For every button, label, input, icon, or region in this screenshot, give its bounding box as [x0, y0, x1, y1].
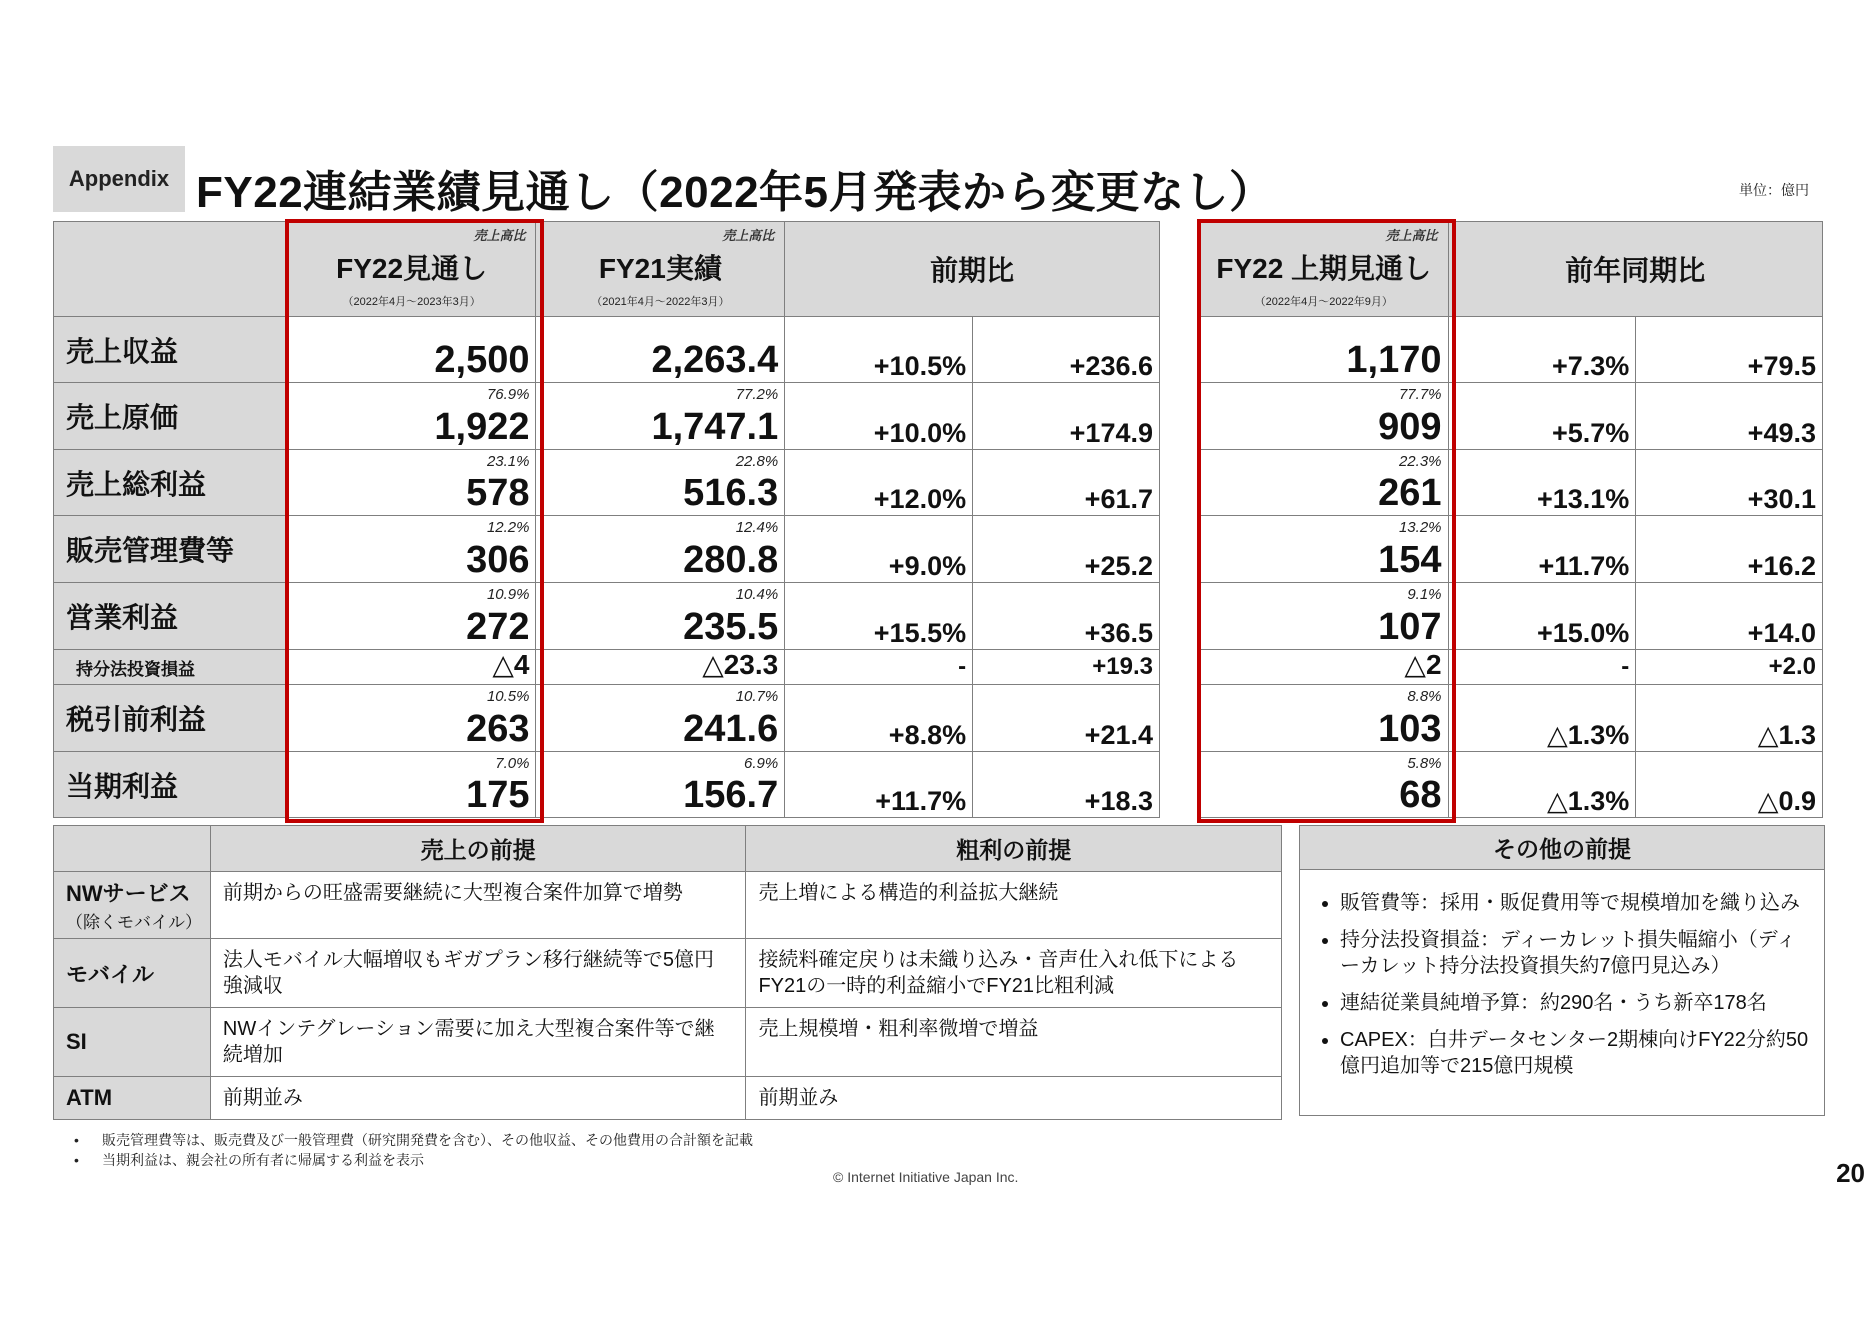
value-cell [536, 752, 785, 818]
sales-ratio: 10.9% [486, 586, 530, 603]
col-name: FY21実績 [598, 253, 722, 284]
sales-ratio: 7.0% [495, 755, 530, 772]
value-cell [536, 383, 785, 450]
assumption-row [54, 939, 1282, 1008]
segment-label [54, 1077, 211, 1120]
sales-ratio: 6.9% [744, 755, 779, 772]
sales-ratio: 9.1% [1407, 586, 1442, 603]
sales-assumption: NWインテグレーション需要に加え大型複合案件等で継続増加 [210, 1008, 746, 1077]
value: 2,263.4 [651, 339, 779, 381]
table-row [54, 317, 1160, 383]
segment-name: SI [66, 1029, 87, 1054]
other-assumptions-panel [1299, 825, 1825, 1116]
header-gross-assumption: 粗利の前提 [746, 826, 1282, 872]
gross-assumption: 売上増による構造的利益拡大継続 [746, 872, 1282, 939]
segment-name: NWサービス [66, 881, 191, 906]
segment-sub: （除くモバイル） [66, 913, 202, 932]
col-header-h1-yoy [1448, 222, 1822, 317]
yoy-amount: +236.6 [973, 317, 1160, 383]
segment-name: ATM [66, 1085, 113, 1110]
h1-yoy-amount: △1.3 [1636, 685, 1823, 752]
value-cell [536, 450, 785, 516]
unit-label: 単位：億円 [1739, 182, 1809, 198]
sales-ratio: 77.7% [1398, 386, 1442, 403]
h1-yoy-percent: △1.3% [1448, 752, 1636, 818]
col-period: （2022年4月～2022年9月） [1254, 296, 1393, 308]
list-item: • 連結従業員純増予算：約290名・うち新卒178名 [1340, 990, 1810, 1016]
row-label: 売上収益 [54, 317, 288, 383]
ratio-label: 売上高比 [1385, 228, 1438, 243]
col-period: （2022年4月～2023年3月） [342, 296, 481, 308]
value: 103 [1378, 708, 1442, 750]
value-cell [536, 650, 785, 685]
footnote: • 販売管理費等は、販売費及び一般管理費（研究開発費を含む）、その他収益、その他費用の合計額を記載 [74, 1130, 753, 1150]
h1-yoy-percent: +13.1% [1448, 450, 1636, 516]
value: △23.3 [702, 649, 779, 680]
col-name: FY22見通し [336, 253, 488, 284]
value: 107 [1378, 606, 1442, 648]
value: 306 [466, 539, 530, 581]
col-name: 前期比 [930, 255, 1015, 286]
value-cell [536, 317, 785, 383]
sales-ratio: 76.9% [486, 386, 530, 403]
sales-ratio: 12.4% [735, 519, 779, 536]
row-label: 販売管理費等 [54, 516, 288, 583]
yoy-percent: +8.8% [785, 685, 973, 752]
h1-yoy-amount: +14.0 [1636, 583, 1823, 650]
list-item: • 販管費等：採用・販促費用等で規模増加を織り込み [1340, 890, 1810, 916]
value: 272 [466, 606, 530, 648]
value-cell [536, 516, 785, 583]
value: 909 [1378, 406, 1442, 448]
h1-yoy-percent: +7.3% [1448, 317, 1636, 383]
row-label: 売上原価 [54, 383, 288, 450]
sales-ratio: 22.3% [1398, 453, 1442, 470]
yoy-percent: +11.7% [785, 752, 973, 818]
table-row [54, 516, 1160, 583]
h1-yoy-percent: - [1448, 650, 1636, 685]
header-corner [54, 222, 288, 317]
value-cell [536, 685, 785, 752]
value: 175 [466, 774, 530, 816]
row-label: 営業利益 [54, 583, 288, 650]
yoy-amount: +21.4 [973, 685, 1160, 752]
yoy-percent: +10.5% [785, 317, 973, 383]
value: △2 [1404, 649, 1442, 680]
sales-ratio: 13.2% [1398, 519, 1442, 536]
value-cell [536, 583, 785, 650]
other-assumptions-header: その他の前提 [1300, 826, 1824, 870]
value: 1,747.1 [651, 406, 779, 448]
col-name: 前年同期比 [1565, 255, 1706, 286]
yoy-percent: +9.0% [785, 516, 973, 583]
assumption-row [54, 1008, 1282, 1077]
sales-ratio: 5.8% [1407, 755, 1442, 772]
h1-yoy-amount: +49.3 [1636, 383, 1823, 450]
value: 578 [466, 472, 530, 514]
h1-yoy-percent: +5.7% [1448, 383, 1636, 450]
sales-ratio: 77.2% [735, 386, 779, 403]
row-label: 税引前利益 [54, 685, 288, 752]
yoy-percent: +12.0% [785, 450, 973, 516]
value: △4 [492, 649, 530, 680]
table-row [54, 650, 1160, 685]
yoy-amount: +36.5 [973, 583, 1160, 650]
sales-ratio: 8.8% [1407, 688, 1442, 705]
yoy-amount: +61.7 [973, 450, 1160, 516]
page-title: FY22連結業績見通し（2022年5月発表から変更なし） [196, 168, 1274, 217]
gross-assumption: 売上規模増・粗利率微増で増益 [746, 1008, 1282, 1077]
sales-ratio: 10.4% [735, 586, 779, 603]
table-row [54, 583, 1160, 650]
page-number: 20 [1836, 1158, 1865, 1188]
yoy-amount: +18.3 [973, 752, 1160, 818]
header-sales-assumption: 売上の前提 [210, 826, 746, 872]
h1-yoy-amount: +16.2 [1636, 516, 1823, 583]
assumptions-corner [54, 826, 211, 872]
assumption-row [54, 872, 1282, 939]
gross-assumption: 接続料確定戻りは未織り込み・音声仕入れ低下によるFY21の一時的利益縮小でFY21比粗利減 [746, 939, 1282, 1008]
h1-yoy-amount: △0.9 [1636, 752, 1823, 818]
yoy-percent: - [785, 650, 973, 685]
sales-ratio: 22.8% [735, 453, 779, 470]
col-period: （2021年4月～2022年3月） [591, 296, 730, 308]
value: 280.8 [683, 539, 779, 581]
value: 261 [1378, 472, 1442, 514]
h1-yoy-percent: △1.3% [1448, 685, 1636, 752]
value: 1,922 [434, 406, 530, 448]
value: 263 [466, 708, 530, 750]
yoy-amount: +19.3 [973, 650, 1160, 685]
sales-assumption: 法人モバイル大幅増収もギガプラン移行継続等で5億円強減収 [210, 939, 746, 1008]
yoy-percent: +15.5% [785, 583, 973, 650]
value: 235.5 [683, 606, 779, 648]
col-header-fy21-actual [536, 222, 785, 317]
highlight-box-fy22-h1 [1197, 219, 1456, 823]
list-item: • CAPEX：白井データセンター2期棟向けFY22分約50億円追加等で215億円規模 [1340, 1027, 1810, 1079]
row-label: 当期利益 [54, 752, 288, 818]
value: 154 [1378, 539, 1442, 581]
sales-ratio: 23.1% [486, 453, 530, 470]
assumptions-table [53, 825, 1282, 1120]
appendix-badge: Appendix [53, 146, 185, 212]
value: 1,170 [1346, 339, 1442, 381]
table-row [54, 450, 1160, 516]
row-label: 持分法投資損益 [54, 650, 288, 685]
forecast-table-full-year [53, 221, 1160, 818]
footnote: • 当期利益は、親会社の所有者に帰属する利益を表示 [74, 1150, 753, 1170]
sales-assumption: 前期からの旺盛需要継続に大型複合案件加算で増勢 [210, 872, 746, 939]
value: 68 [1399, 774, 1442, 816]
value: 241.6 [683, 708, 779, 750]
footnotes [74, 1130, 753, 1170]
h1-yoy-percent: +15.0% [1448, 583, 1636, 650]
table-row [54, 383, 1160, 450]
yoy-percent: +10.0% [785, 383, 973, 450]
h1-yoy-amount: +30.1 [1636, 450, 1823, 516]
gross-assumption: 前期並み [746, 1077, 1282, 1120]
value: 2,500 [434, 339, 530, 381]
ratio-label: 売上高比 [722, 228, 775, 243]
sales-ratio: 10.5% [486, 688, 530, 705]
sales-assumption: 前期並み [210, 1077, 746, 1120]
yoy-amount: +25.2 [973, 516, 1160, 583]
table-row [54, 685, 1160, 752]
h1-yoy-amount: +79.5 [1636, 317, 1823, 383]
ratio-label: 売上高比 [473, 228, 526, 243]
other-assumptions-list [1300, 890, 1824, 1079]
col-header-yoy [785, 222, 1160, 317]
sales-ratio: 12.2% [486, 519, 530, 536]
table-row [54, 752, 1160, 818]
col-name: FY22 上期見通し [1216, 253, 1432, 284]
list-item: • 持分法投資損益：ディーカレット損失幅縮小（ディーカレット持分法投資損失約7億円見込み） [1340, 927, 1810, 979]
h1-yoy-amount: +2.0 [1636, 650, 1823, 685]
copyright: © Internet Initiative Japan Inc. [833, 1169, 1019, 1185]
value: 156.7 [683, 774, 779, 816]
yoy-amount: +174.9 [973, 383, 1160, 450]
value: 516.3 [683, 472, 779, 514]
row-label: 売上総利益 [54, 450, 288, 516]
h1-yoy-percent: +11.7% [1448, 516, 1636, 583]
segment-label [54, 1008, 211, 1077]
segment-label [54, 939, 211, 1008]
sales-ratio: 10.7% [735, 688, 779, 705]
segment-label [54, 872, 211, 939]
highlight-box-fy22 [285, 219, 544, 823]
segment-name: モバイル [66, 961, 155, 987]
assumption-row [54, 1077, 1282, 1120]
